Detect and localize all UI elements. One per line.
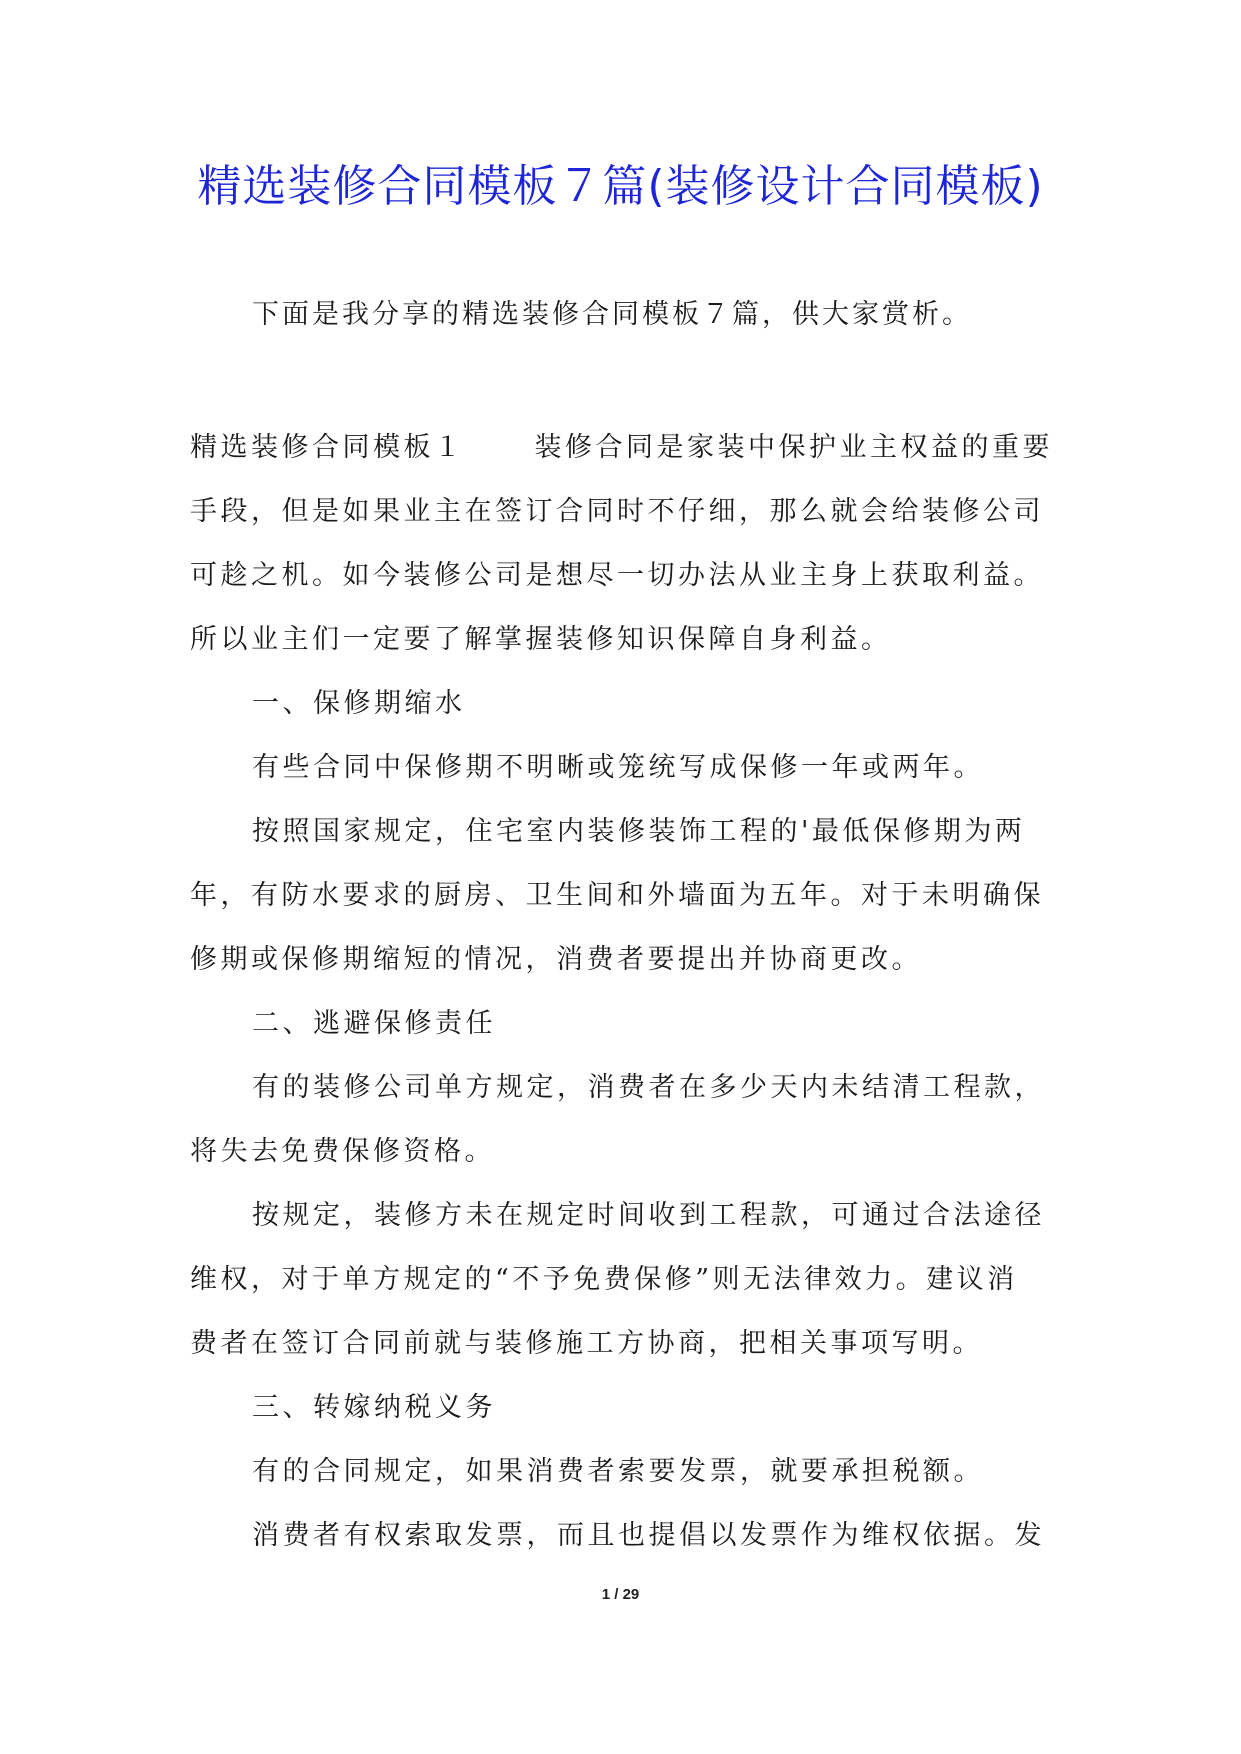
document-title: 精选装修合同模板７篇(装修设计合同模板) (197, 161, 1044, 212)
subheading-line: 二、逃避保修责任 (252, 1008, 496, 1039)
paragraph-line: 费者在签订合同前就与装修施工方协商，把相关事项写明。 (190, 1328, 983, 1359)
subheading-line: 一、保修期缩水 (252, 688, 466, 719)
document-body (190, 416, 1065, 1568)
paragraph-line: 修期或保修期缩短的情况，消费者要提出并协商更改。 (190, 944, 922, 975)
paragraph-line: 有些合同中保修期不明晰或笼统写成保修一年或两年。 (252, 752, 984, 783)
paragraph-line: 可趁之机。如今装修公司是想尽一切办法从业主身上获取利益。 (190, 560, 1044, 591)
paragraph-line: 年，有防水要求的厨房、卫生间和外墙面为五年。对于未明确保 (190, 880, 1044, 911)
paragraph-line: 消费者有权索取发票，而且也提倡以发票作为维权依据。发 (252, 1520, 1045, 1551)
subheading-line: 三、转嫁纳税义务 (252, 1392, 496, 1423)
section-heading: 精选装修合同模板１ (190, 432, 465, 463)
intro-paragraph: 下面是我分享的精选装修合同模板７篇，供大家赏析。 (252, 299, 972, 330)
paragraph-line: 将失去免费保修资格。 (190, 1136, 495, 1167)
paragraph-line: 手段，但是如果业主在签订合同时不仔细，那么就会给装修公司 (190, 496, 1044, 527)
paragraph-line: 维权，对于单方规定的“不予免费保修”则无法律效力。建议消 (190, 1264, 1018, 1295)
paragraph-line (190, 416, 1065, 480)
page-number: 1 / 29 (601, 1586, 640, 1603)
paragraph-line: 按照国家规定，住宅室内装修装饰工程的'最低保修期为两 (252, 816, 1026, 847)
paragraph-line: 所以业主们一定要了解掌握装修知识保障自身利益。 (190, 624, 892, 655)
line-text: 装修合同是家装中保护业主权益的重要 (534, 432, 1053, 463)
paragraph-line: 有的装修公司单方规定，消费者在多少天内未结清工程款， (252, 1072, 1045, 1103)
paragraph-line: 按规定，装修方未在规定时间收到工程款，可通过合法途径 (252, 1200, 1045, 1231)
paragraph-line: 有的合同规定，如果消费者索要发票，就要承担税额。 (252, 1456, 984, 1487)
